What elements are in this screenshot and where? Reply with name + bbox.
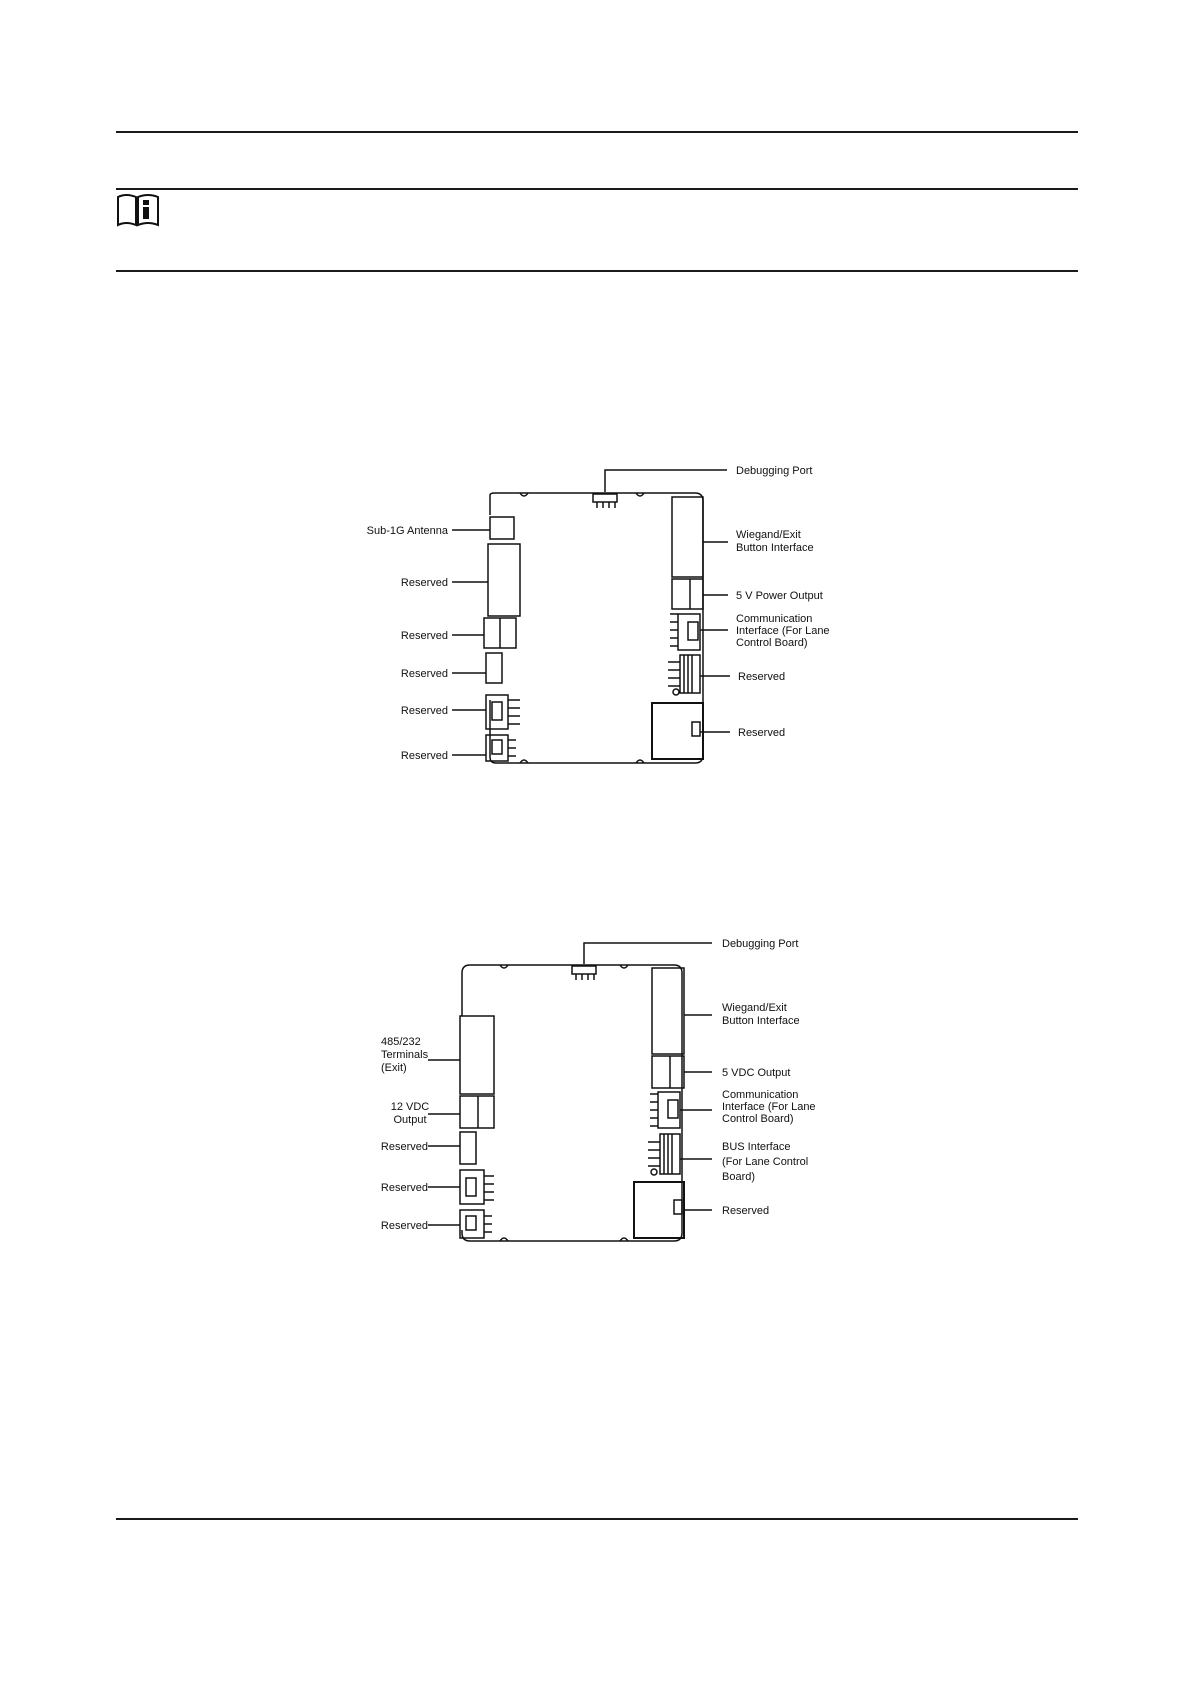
fig2-reserved-label: Reserved bbox=[380, 1141, 428, 1153]
fig2-bus-interface-label: Board) bbox=[722, 1171, 756, 1183]
fig1-reserved-label: Reserved bbox=[738, 727, 786, 739]
fig2-terminals-label: Terminals bbox=[381, 1049, 429, 1061]
fig1-debugging-port-label: Debugging Port bbox=[736, 465, 813, 477]
fig1-comm-interface-label: Interface (For Lane bbox=[736, 625, 830, 637]
fig1-sub1g-antenna-label: Sub-1G Antenna bbox=[366, 525, 448, 537]
fig1-wiegand-label: Button Interface bbox=[736, 542, 814, 554]
fig1-comm-interface-label: Communication bbox=[736, 613, 813, 625]
board-diagram-2 bbox=[0, 900, 1181, 1260]
fig2-bus-interface-label: (For Lane Control bbox=[722, 1156, 809, 1168]
fig2-reserved-label: Reserved bbox=[380, 1182, 428, 1194]
fig2-bus-interface-label: BUS Interface bbox=[722, 1141, 791, 1153]
fig2-reserved-label: Reserved bbox=[380, 1220, 428, 1232]
fig2-comm-interface-label: Interface (For Lane bbox=[722, 1101, 816, 1113]
fig2-5vdc-output-label: 5 VDC Output bbox=[722, 1067, 791, 1079]
fig1-reserved-label: Reserved bbox=[400, 630, 448, 642]
fig2-reserved-label: Reserved bbox=[722, 1205, 770, 1217]
fig2-12vdc-output-label: 12 VDC bbox=[390, 1101, 430, 1113]
fig2-debugging-port-label: Debugging Port bbox=[722, 938, 799, 950]
fig1-reserved-label: Reserved bbox=[400, 668, 448, 680]
fig1-reserved-label: Reserved bbox=[400, 750, 448, 762]
fig2-comm-interface-label: Control Board) bbox=[722, 1113, 794, 1125]
fig1-wiegand-label: Wiegand/Exit bbox=[736, 529, 801, 541]
fig1-comm-interface-label: Control Board) bbox=[736, 637, 808, 649]
fig1-power-output-label: 5 V Power Output bbox=[736, 590, 823, 602]
fig2-comm-interface-label: Communication bbox=[722, 1089, 799, 1101]
fig2-terminals-label: (Exit) bbox=[381, 1062, 407, 1074]
fig1-reserved-label: Reserved bbox=[738, 671, 786, 683]
footer-rule bbox=[116, 1518, 1078, 1520]
fig1-reserved-label: Reserved bbox=[400, 705, 448, 717]
fig1-reserved-label: Reserved bbox=[400, 577, 448, 589]
fig2-wiegand-label: Wiegand/Exit bbox=[722, 1002, 787, 1014]
fig2-terminals-label: 485/232 bbox=[381, 1036, 421, 1048]
fig2-12vdc-output-label: Output bbox=[393, 1114, 427, 1126]
fig2-wiegand-label: Button Interface bbox=[722, 1015, 800, 1027]
board-diagram-1 bbox=[0, 0, 1181, 800]
